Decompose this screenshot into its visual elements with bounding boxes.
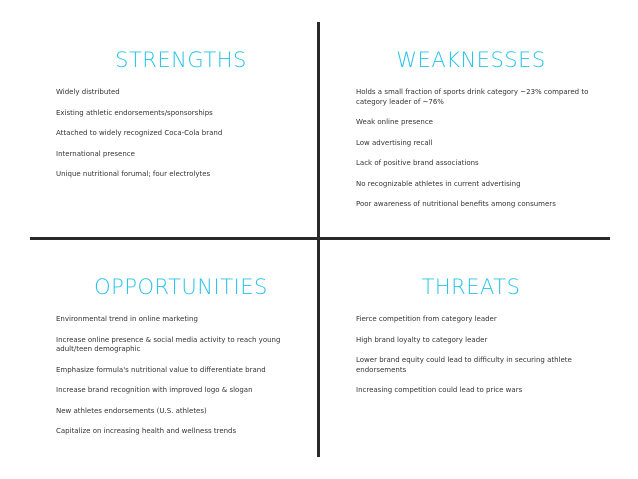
list-item: Lack of positive brand associations: [356, 159, 479, 167]
list-item: Holds a small fraction of sports drink category ~23% compared to category leader of ~76%: [356, 88, 589, 106]
list-item: Increase online presence & social media activity to reach young adult/teen demographic: [56, 335, 281, 353]
list-item: Environmental trend in online marketing: [56, 315, 198, 323]
threats-title: THREATS: [421, 275, 521, 299]
list-item: Lower brand equity could lead to difficulty in securing athlete endorsements: [356, 356, 572, 374]
opportunities-list: [56, 315, 326, 437]
threats-quadrant: [356, 275, 626, 407]
horizontal-divider: [30, 237, 610, 240]
list-item: Capitalize on increasing health and wellness trends: [56, 427, 237, 435]
weaknesses-quadrant: [356, 48, 626, 221]
list-item: Weak online presence: [356, 118, 433, 126]
list-item: Widely distributed: [56, 88, 120, 96]
list-item: International presence: [56, 149, 135, 158]
opportunities-quadrant: [56, 275, 326, 448]
opportunities-title: OPPORTUNITIES: [94, 275, 268, 299]
list-item: New athletes endorsements (U.S. athletes): [56, 406, 207, 415]
weaknesses-list: [356, 88, 626, 210]
strengths-quadrant: [56, 48, 326, 191]
list-item: Fierce competition from category leader: [356, 315, 497, 323]
list-item: Poor awareness of nutritional benefits among consumers: [356, 200, 556, 208]
weaknesses-title: WEAKNESSES: [396, 48, 546, 72]
strengths-list: [56, 88, 326, 180]
list-item: Low advertising recall: [356, 138, 433, 147]
list-item: Existing athletic endorsements/sponsorships: [56, 108, 213, 117]
list-item: Increasing competition could lead to price wars: [356, 386, 523, 394]
list-item: High brand loyalty to category leader: [356, 335, 488, 344]
list-item: Increase brand recognition with improved logo & slogan: [56, 386, 253, 394]
list-item: No recognizable athletes in current advertising: [356, 179, 521, 188]
list-item: Unique nutritional forumal; four electrolytes: [56, 170, 211, 178]
list-item: Emphasize formula's nutritional value to differentiate brand: [56, 365, 266, 374]
strengths-title: STRENGTHS: [115, 48, 247, 72]
threats-list: [356, 315, 626, 396]
list-item: Attached to widely recognized Coca-Cola brand: [56, 129, 223, 137]
